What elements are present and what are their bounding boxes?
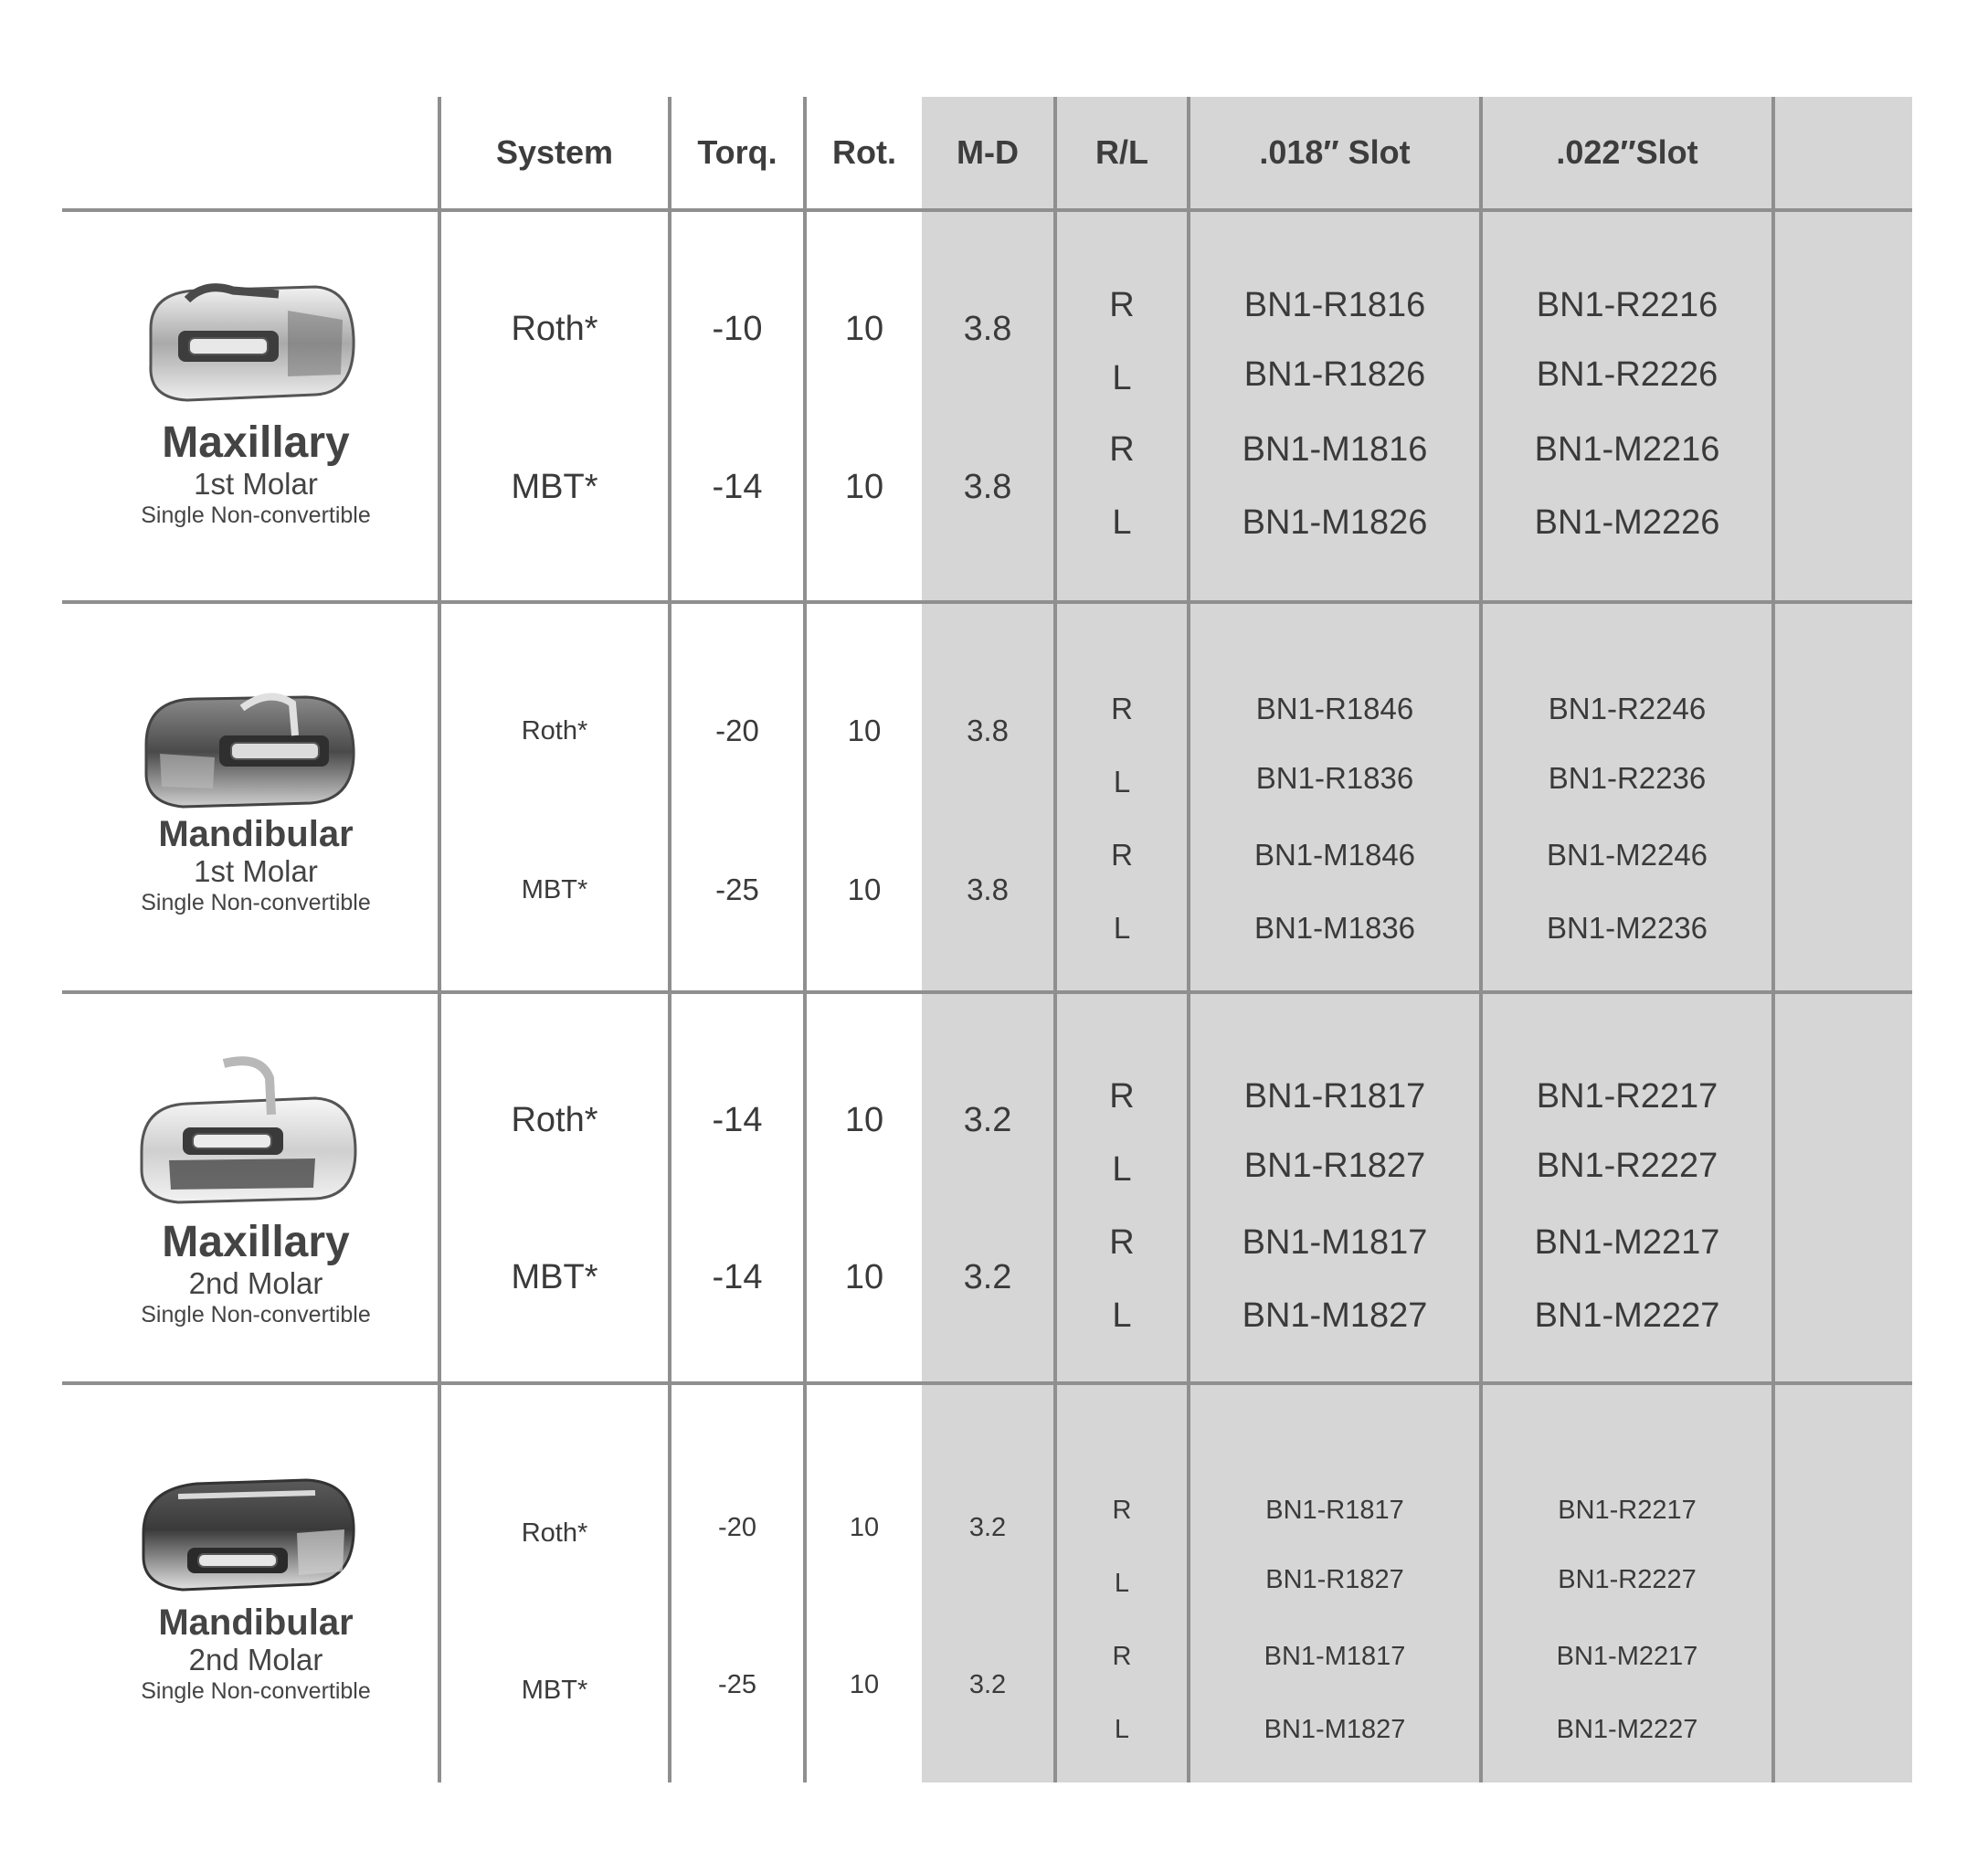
torq-cell: -20 — [718, 1512, 756, 1542]
system-cell: Roth* — [521, 1518, 588, 1548]
header-torq: Torq. — [697, 133, 777, 171]
group-label — [91, 813, 420, 918]
rl-cell: R — [1109, 1222, 1135, 1262]
slot022-cell: BN1-R2227 — [1558, 1564, 1697, 1594]
slot018-cell: BN1-R1826 — [1243, 354, 1426, 394]
torq-cell: -25 — [718, 1669, 756, 1699]
grid-hline — [62, 208, 1912, 212]
group-label — [91, 1217, 420, 1330]
md-cell: 3.8 — [963, 309, 1012, 348]
torq-cell: -14 — [712, 1257, 763, 1296]
slot018-cell: BN1-M1826 — [1242, 502, 1428, 542]
group-note: Single Non-convertible — [141, 1302, 371, 1328]
slot022-cell: BN1-M2236 — [1546, 911, 1708, 945]
group-label — [91, 1602, 420, 1707]
grid-hline — [62, 1381, 1912, 1385]
rl-cell: L — [1112, 1296, 1132, 1335]
md-cell: 3.2 — [963, 1257, 1012, 1296]
rot-cell: 10 — [847, 714, 882, 747]
md-cell: 3.8 — [967, 873, 1009, 906]
header-slot-018: .018″ Slot — [1259, 133, 1411, 171]
rl-cell: L — [1112, 358, 1132, 397]
group-name: Mandibular — [158, 814, 354, 854]
group-note: Single Non-convertible — [141, 890, 371, 916]
slot018-cell: BN1-R1827 — [1265, 1564, 1404, 1594]
torq-cell: -20 — [715, 714, 759, 747]
rot-cell: 10 — [844, 1257, 884, 1296]
slot022-cell: BN1-R2236 — [1548, 761, 1707, 795]
mandibular-2nd-molar-tube-icon — [132, 1469, 361, 1597]
grid-vline — [1771, 97, 1775, 1782]
rot-cell: 10 — [849, 1669, 880, 1699]
slot022-cell: BN1-R2217 — [1558, 1495, 1697, 1525]
maxillary-1st-molar-tube-icon — [132, 274, 361, 411]
slot022-cell: BN1-M2217 — [1556, 1641, 1698, 1671]
mandibular-1st-molar-tube-icon — [132, 681, 361, 818]
header-rl: R/L — [1095, 133, 1148, 171]
grid-hline — [62, 600, 1912, 604]
rl-cell: L — [1113, 765, 1131, 799]
group-name: Mandibular — [158, 1602, 354, 1643]
grid-hline — [62, 990, 1912, 994]
system-cell: MBT* — [521, 874, 588, 904]
group-note: Single Non-convertible — [141, 1678, 371, 1705]
slot022-cell: BN1-M2217 — [1534, 1222, 1720, 1262]
rot-cell: 10 — [849, 1512, 880, 1542]
group-sub: 1st Molar — [194, 854, 318, 888]
slot018-cell: BN1-R1836 — [1255, 761, 1414, 795]
md-cell: 3.2 — [968, 1669, 1007, 1699]
slot022-cell: BN1-R2227 — [1536, 1146, 1718, 1185]
group-sub: 2nd Molar — [188, 1643, 323, 1676]
group-note: Single Non-convertible — [141, 502, 371, 529]
slot018-cell: BN1-M1816 — [1242, 429, 1428, 469]
rl-cell: R — [1111, 838, 1133, 872]
rl-cell: R — [1112, 1495, 1132, 1525]
slot022-cell: BN1-R2226 — [1536, 354, 1718, 394]
md-cell: 3.8 — [963, 467, 1012, 506]
slot018-cell: BN1-R1817 — [1265, 1495, 1404, 1525]
slot022-cell: BN1-M2246 — [1546, 838, 1708, 872]
header-md: M-D — [957, 133, 1019, 171]
system-cell: Roth* — [511, 309, 598, 348]
rl-cell: L — [1114, 1568, 1130, 1598]
header-extra — [1775, 97, 1912, 208]
rot-cell: 10 — [847, 873, 882, 906]
torq-cell: -10 — [712, 309, 763, 348]
group-name: Maxillary — [162, 418, 350, 467]
slot022-cell: BN1-M2227 — [1534, 1296, 1720, 1335]
header-rot: Rot. — [832, 133, 896, 171]
slot018-cell: BN1-M1846 — [1253, 838, 1416, 872]
rl-cell: L — [1112, 502, 1132, 542]
torq-cell: -14 — [712, 1100, 763, 1139]
maxillary-2nd-molar-tube-icon — [132, 1051, 361, 1206]
header-system: System — [495, 133, 614, 171]
rot-cell: 10 — [844, 467, 884, 506]
slot018-cell: BN1-M1836 — [1253, 911, 1416, 945]
torq-cell: -14 — [712, 467, 763, 506]
system-cell: Roth* — [511, 1100, 598, 1139]
slot018-cell: BN1-R1817 — [1243, 1076, 1426, 1116]
rot-cell: 10 — [844, 309, 884, 348]
rl-cell: L — [1113, 911, 1131, 945]
slot022-cell: BN1-M2226 — [1534, 502, 1720, 542]
rl-cell: L — [1112, 1149, 1132, 1189]
slot022-cell: BN1-R2246 — [1548, 692, 1707, 725]
torq-cell: -25 — [715, 873, 759, 906]
rl-cell: R — [1109, 1076, 1135, 1116]
slot018-cell: BN1-M1817 — [1242, 1222, 1428, 1262]
rl-cell: R — [1111, 692, 1133, 725]
slot018-cell: BN1-M1827 — [1242, 1296, 1428, 1335]
system-cell: MBT* — [511, 1257, 598, 1296]
slot018-cell: BN1-M1817 — [1264, 1641, 1406, 1671]
slot018-cell: BN1-R1816 — [1243, 285, 1426, 324]
slot022-cell: BN1-R2216 — [1536, 285, 1718, 324]
group-sub: 1st Molar — [194, 467, 318, 502]
system-cell: MBT* — [521, 1675, 588, 1705]
md-cell: 3.2 — [963, 1100, 1012, 1139]
slot018-cell: BN1-M1827 — [1264, 1714, 1406, 1744]
rl-cell: R — [1109, 429, 1135, 469]
slot022-cell: BN1-R2217 — [1536, 1076, 1718, 1116]
rl-cell: R — [1112, 1641, 1132, 1671]
slot022-cell: BN1-M2216 — [1534, 429, 1720, 469]
rl-cell: R — [1109, 285, 1135, 324]
rl-cell: L — [1114, 1714, 1130, 1744]
slot022-cell: BN1-M2227 — [1556, 1714, 1698, 1744]
slot018-cell: BN1-R1846 — [1255, 692, 1414, 725]
group-label — [91, 418, 420, 531]
md-cell: 3.8 — [967, 714, 1009, 747]
system-cell: MBT* — [511, 467, 598, 506]
md-cell: 3.2 — [968, 1512, 1007, 1542]
system-cell: Roth* — [521, 715, 588, 746]
header-slot-022: .022″Slot — [1556, 133, 1698, 171]
slot018-cell: BN1-R1827 — [1243, 1146, 1426, 1185]
group-sub: 2nd Molar — [188, 1266, 323, 1301]
rot-cell: 10 — [844, 1100, 884, 1139]
group-name: Maxillary — [162, 1218, 350, 1266]
